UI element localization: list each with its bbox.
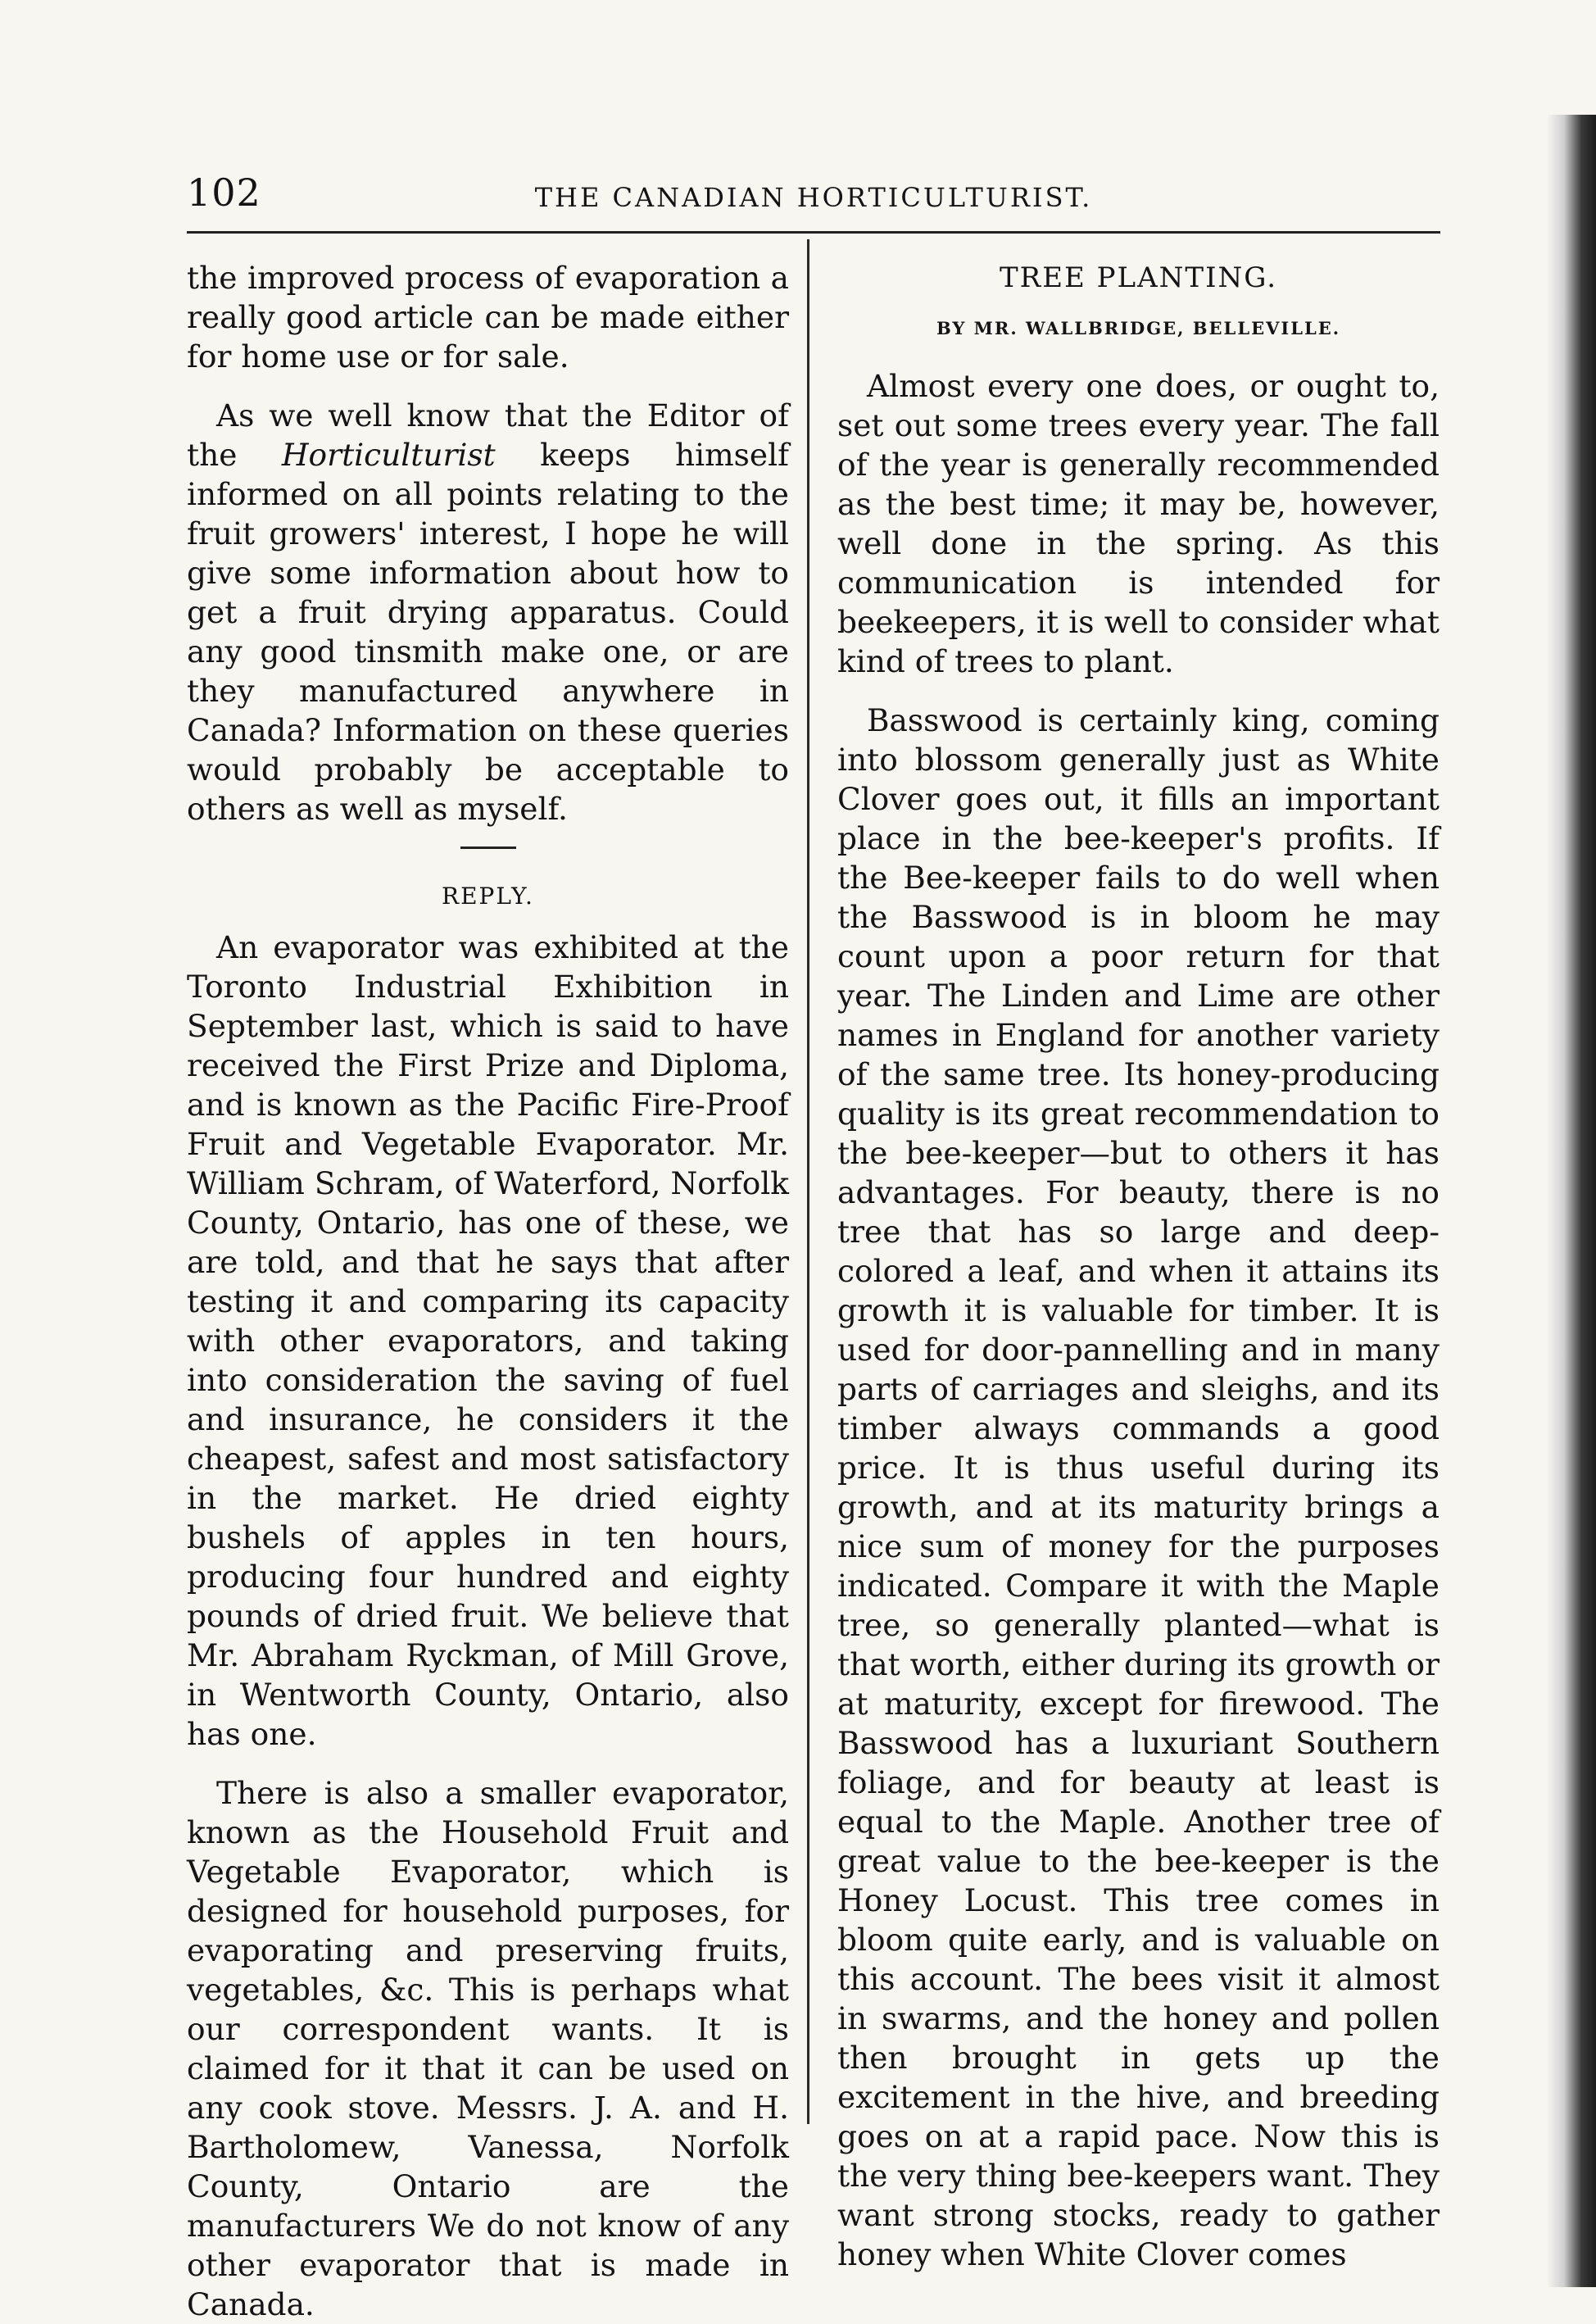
reply-paragraph-1: An evaporator was exhibited at the Toronto Industrial Exhibition in September last, which is said to have received the First Prize and Diploma, and is known as the Pacific Fire-Proof Fruit and Vegetable Evaporator. Mr. William Schram, of Waterford, Norfolk County, Ontario, has one of these, we are told, and that he says that after testing it and comparing its capacity with other evaporators, and taking into consideration the saving of fuel and insurance, he considers it the cheapest, safest and most satisfactory in the market. He dried eighty bushels of apples in ten hours, producing four hundred and eighty pounds of dried fruit. We believe that Mr. Abraham Ryckman, of Mill Grove, in Wentworth County, Ontario, also has one.	[187, 929, 789, 1752]
left-column	[187, 258, 789, 2324]
running-title: THE CANADIAN HORTICULTURIST.	[534, 182, 1093, 213]
page-number: 102	[187, 170, 261, 215]
left-paragraph-2-start: As we well know that the Editor of the	[187, 397, 789, 473]
reply-heading: REPLY.	[442, 883, 534, 910]
left-paragraph-2	[187, 396, 789, 828]
header-rule	[187, 231, 1440, 234]
left-paragraph-2-end: keeps himself informed on all points relating to the fruit growers' interest, I hope he will give some information about how to get a fruit drying apparatus. Could any good tinsmith make one, or are they manufactured anywhere in Canada? Information on these queries would probably be acceptable to others as well as myself.	[187, 437, 789, 827]
reply-paragraph-2: There is also a smaller evaporator, known as the Household Fruit and Vegetable Evaporator, which is designed for household purposes, for evaporating and preserving fruits, vegetables, &c. This is perhaps what our correspondent wants. It is claimed for it that it can be used on any cook stove. Messrs. J. A. and H. Bartholomew, Vanessa, Norfolk County, Ontario are the manufacturers We do not know of any other evaporator that is made in Canada.	[187, 1775, 789, 2322]
page-edge-shadow	[1547, 115, 1596, 2287]
article-paragraph-2: Basswood is certainly king, coming into blossom generally just as White Clover goes out, it fills an important place in the bee-keeper's profits. If the Bee-keeper fails to do well when the Basswood is in bloom he may count upon a poor return for that year. The Linden and Lime are other names in England for another variety of the same tree. Its honey-producing quality is its great recommendation to the bee-keeper—but to others it has advantages. For beauty, there is no tree that has so large and deep-colored a leaf, and when it attains its growth it is valuable for timber. It is used for door-pannelling and in many parts of carriages and sleighs, and its timber always commands a good price. It is thus useful during its growth, and at its maturity brings a nice sum of money for the purposes indicated. Compare it with the Maple tree, so generally planted—what is that worth, either during its growth or at maturity, except for firewood. The Basswood has a luxuriant Southern foliage, and for beauty at least is equal to the Maple. Another tree of great value to the bee-keeper is the Honey Locust. This tree comes in bloom quite early, and is valuable on this account. The bees visit it almost in swarms, and the honey and pollen then brought in gets up the excitement in the hive, and breeding goes on at a rapid pace. Now this is the very thing bee-keepers want. They want strong stocks, ready to gather honey when White Clover comes	[837, 702, 1440, 2272]
section-separator	[460, 847, 516, 849]
publication-name: Horticulturist	[281, 437, 496, 473]
article-title: TREE PLANTING.	[999, 261, 1278, 294]
article-paragraph-1: Almost every one does, or ought to, set out some trees every year. The fall of the year is generally recommended as the best time; it may be, however, well done in the spring. As this communication is intended for beekeepers, it is well to consider what kind of trees to plant.	[837, 368, 1440, 679]
right-column	[837, 258, 1440, 2274]
column-divider	[807, 239, 809, 2124]
page-header	[187, 164, 1440, 221]
article-byline: BY MR. WALLBRIDGE, BELLEVILLE.	[936, 318, 1341, 338]
left-paragraph-1: the improved process of evaporation a really good article can be made either for home use or for sale.	[187, 260, 789, 374]
